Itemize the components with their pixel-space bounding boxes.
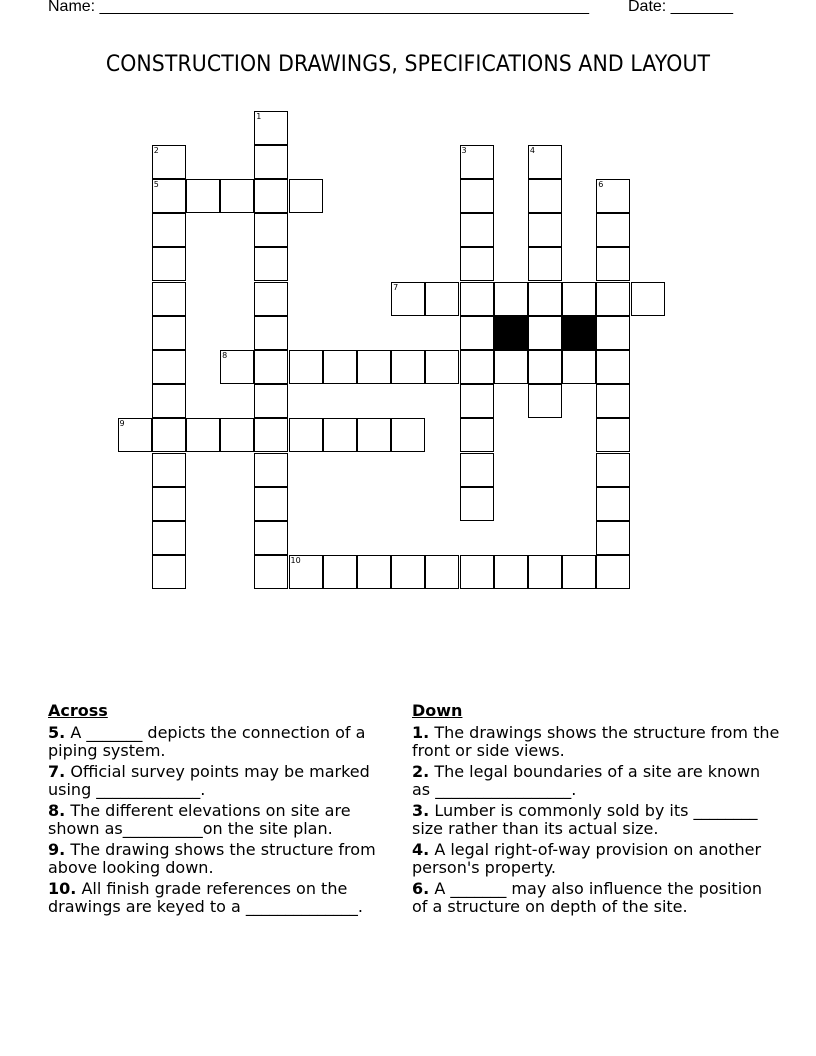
grid-cell[interactable] <box>152 213 186 247</box>
grid-cell[interactable] <box>254 418 288 452</box>
grid-cell[interactable] <box>562 350 596 384</box>
grid-cell[interactable] <box>494 555 528 589</box>
grid-cell[interactable] <box>596 453 630 487</box>
grid-cell[interactable] <box>528 555 562 589</box>
grid-cell[interactable] <box>254 179 288 213</box>
grid-cell[interactable] <box>152 521 186 555</box>
grid-cell[interactable] <box>562 555 596 589</box>
grid-cell[interactable] <box>323 418 357 452</box>
grid-cell[interactable] <box>460 316 494 350</box>
grid-cell[interactable] <box>152 555 186 589</box>
grid-cell[interactable] <box>596 418 630 452</box>
grid-cell[interactable] <box>152 384 186 418</box>
grid-cell[interactable] <box>460 213 494 247</box>
clue-down-6: 6. A _______ may also influence the position of a structure on depth of the site. <box>412 879 763 916</box>
grid-cell[interactable] <box>254 384 288 418</box>
grid-cell[interactable] <box>460 453 494 487</box>
grid-cell[interactable] <box>152 487 186 521</box>
grid-cell[interactable] <box>528 213 562 247</box>
grid-cell[interactable] <box>152 247 186 281</box>
grid-cell[interactable] <box>152 179 186 213</box>
grid-cell[interactable] <box>152 418 186 452</box>
grid-cell[interactable] <box>254 555 288 589</box>
clue-number: 5 <box>153 179 159 189</box>
grid-cell[interactable] <box>528 316 562 350</box>
grid-cell[interactable] <box>460 247 494 281</box>
grid-cell[interactable] <box>254 453 288 487</box>
grid-cell[interactable] <box>289 555 323 589</box>
name-field-line: Name: _______________________________________________________ <box>48 0 589 15</box>
grid-cell[interactable] <box>562 282 596 316</box>
grid-cell[interactable] <box>254 350 288 384</box>
clue-across-9: 9. The drawing shows the structure from above looking down. <box>48 840 376 877</box>
date-field-line: Date: _______ <box>628 0 733 15</box>
clue-down-4: 4. A legal right-of-way provision on another person's property. <box>412 840 762 877</box>
grid-cell[interactable] <box>631 282 665 316</box>
grid-cell[interactable] <box>528 350 562 384</box>
grid-cell[interactable] <box>460 145 494 179</box>
grid-cell[interactable] <box>528 282 562 316</box>
blocked-cell <box>494 316 528 350</box>
grid-cell[interactable] <box>460 350 494 384</box>
grid-cell[interactable] <box>528 384 562 418</box>
grid-cell[interactable] <box>425 350 459 384</box>
grid-cell[interactable] <box>596 247 630 281</box>
clue-down-2: 2. The legal boundaries of a site are known as _________________. <box>412 762 761 799</box>
clue-across-8: 8. The different elevations on site are shown as__________on the site plan. <box>48 801 351 838</box>
grid-cell[interactable] <box>596 282 630 316</box>
grid-cell[interactable] <box>254 316 288 350</box>
grid-cell[interactable] <box>152 453 186 487</box>
grid-cell[interactable] <box>391 350 425 384</box>
clue-number: 1 <box>256 111 262 121</box>
grid-cell[interactable] <box>460 282 494 316</box>
clue-number: 2 <box>153 145 159 155</box>
grid-cell[interactable] <box>494 350 528 384</box>
grid-cell[interactable] <box>425 555 459 589</box>
grid-cell[interactable] <box>357 555 391 589</box>
grid-cell[interactable] <box>596 316 630 350</box>
down-heading: Down <box>412 701 463 720</box>
grid-cell[interactable] <box>391 418 425 452</box>
grid-cell[interactable] <box>460 487 494 521</box>
grid-cell[interactable] <box>220 179 254 213</box>
grid-cell[interactable] <box>289 418 323 452</box>
grid-cell[interactable] <box>460 418 494 452</box>
clue-across-7: 7. Official survey points may be marked using _____________. <box>48 762 370 799</box>
grid-cell[interactable] <box>254 487 288 521</box>
blocked-cell <box>562 316 596 350</box>
grid-cell[interactable] <box>596 179 630 213</box>
grid-cell[interactable] <box>460 555 494 589</box>
grid-cell[interactable] <box>323 555 357 589</box>
clue-number: 3 <box>461 145 467 155</box>
grid-cell[interactable] <box>357 350 391 384</box>
clue-down-3: 3. Lumber is commonly sold by its ________ size rather than its actual size. <box>412 801 758 838</box>
grid-cell[interactable] <box>460 179 494 213</box>
grid-cell[interactable] <box>596 384 630 418</box>
grid-cell[interactable] <box>254 282 288 316</box>
grid-cell[interactable] <box>118 418 152 452</box>
clue-across-10: 10. All finish grade references on the drawings are keyed to a ______________. <box>48 879 363 916</box>
across-clues <box>48 702 400 919</box>
clue-number: 8 <box>222 350 228 360</box>
grid-cell[interactable] <box>494 282 528 316</box>
grid-cell[interactable] <box>254 213 288 247</box>
grid-cell[interactable] <box>460 384 494 418</box>
grid-cell[interactable] <box>596 521 630 555</box>
grid-cell[interactable] <box>186 179 220 213</box>
grid-cell[interactable] <box>254 111 288 145</box>
grid-cell[interactable] <box>391 555 425 589</box>
grid-cell[interactable] <box>596 213 630 247</box>
grid-cell[interactable] <box>596 487 630 521</box>
grid-cell[interactable] <box>220 350 254 384</box>
grid-cell[interactable] <box>152 282 186 316</box>
clue-number: 4 <box>529 145 535 155</box>
grid-cell[interactable] <box>391 282 425 316</box>
grid-cell[interactable] <box>528 145 562 179</box>
grid-cell[interactable] <box>357 418 391 452</box>
grid-cell[interactable] <box>528 247 562 281</box>
clue-number: 7 <box>393 282 399 292</box>
grid-cell[interactable] <box>528 179 562 213</box>
grid-cell[interactable] <box>254 521 288 555</box>
clue-across-5: 5. A _______ depicts the connection of a piping system. <box>48 723 366 760</box>
grid-cell[interactable] <box>254 247 288 281</box>
grid-cell[interactable] <box>152 145 186 179</box>
clue-down-1: 1. The drawings shows the structure from the front or side views. <box>412 723 780 760</box>
clue-number: 6 <box>598 179 604 189</box>
clue-number: 9 <box>119 419 125 429</box>
clue-number: 10 <box>290 556 301 566</box>
grid-cell[interactable] <box>596 555 630 589</box>
grid-cell[interactable] <box>289 350 323 384</box>
grid-cell[interactable] <box>220 418 254 452</box>
page-title: CONSTRUCTION DRAWINGS, SPECIFICATIONS AND LAYOUT <box>105 52 711 77</box>
grid-cell[interactable] <box>289 179 323 213</box>
grid-cell[interactable] <box>254 145 288 179</box>
grid-cell[interactable] <box>596 350 630 384</box>
grid-cell[interactable] <box>323 350 357 384</box>
grid-cell[interactable] <box>152 316 186 350</box>
grid-cell[interactable] <box>425 282 459 316</box>
down-clues <box>412 702 782 919</box>
grid-cell[interactable] <box>152 350 186 384</box>
across-heading: Across <box>48 701 108 720</box>
grid-cell[interactable] <box>186 418 220 452</box>
